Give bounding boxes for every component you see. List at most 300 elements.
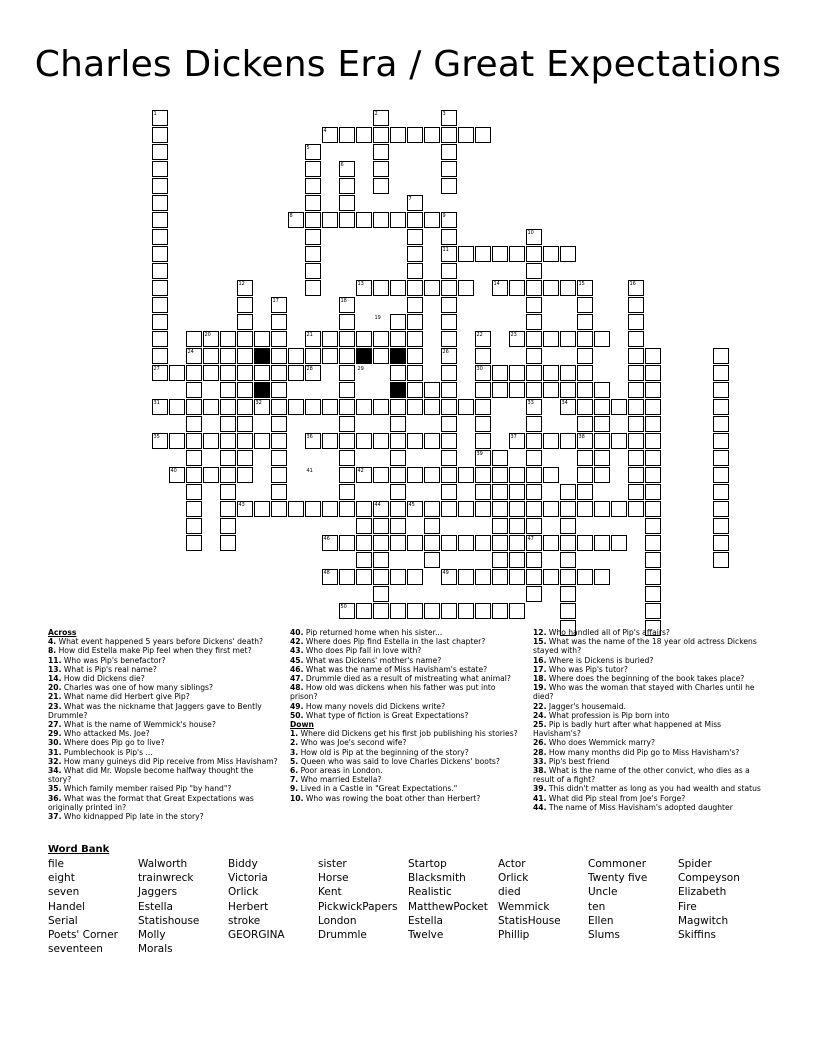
grid-cell[interactable] xyxy=(560,569,576,585)
grid-cell[interactable] xyxy=(407,467,423,483)
grid-cell[interactable] xyxy=(186,382,202,398)
grid-cell[interactable] xyxy=(577,450,593,466)
grid-cell[interactable] xyxy=(356,552,372,568)
grid-cell[interactable] xyxy=(203,399,219,415)
grid-cell[interactable] xyxy=(373,518,389,534)
grid-cell[interactable] xyxy=(271,484,287,500)
grid-cell[interactable] xyxy=(543,382,559,398)
grid-cell[interactable] xyxy=(441,161,457,177)
grid-cell[interactable] xyxy=(339,212,355,228)
grid-cell[interactable] xyxy=(237,450,253,466)
grid-cell[interactable] xyxy=(458,246,474,262)
grid-cell[interactable] xyxy=(373,552,389,568)
grid-cell[interactable] xyxy=(424,467,440,483)
grid-cell[interactable] xyxy=(475,535,491,551)
grid-cell[interactable] xyxy=(628,484,644,500)
grid-cell[interactable] xyxy=(152,195,168,211)
grid-cell[interactable] xyxy=(713,535,729,551)
grid-cell[interactable] xyxy=(390,535,406,551)
grid-cell[interactable] xyxy=(305,195,321,211)
grid-cell[interactable] xyxy=(713,365,729,381)
grid-cell[interactable] xyxy=(271,501,287,517)
grid-cell[interactable] xyxy=(628,501,644,517)
grid-cell[interactable] xyxy=(560,484,576,500)
grid-cell[interactable] xyxy=(441,603,457,619)
grid-cell[interactable] xyxy=(492,246,508,262)
grid-cell[interactable] xyxy=(713,433,729,449)
grid-cell[interactable] xyxy=(390,280,406,296)
grid-cell[interactable] xyxy=(356,212,372,228)
grid-cell[interactable] xyxy=(509,365,525,381)
grid-cell[interactable] xyxy=(475,348,491,364)
grid-cell[interactable] xyxy=(339,433,355,449)
grid-cell[interactable] xyxy=(492,467,508,483)
grid-cell[interactable] xyxy=(526,569,542,585)
grid-cell[interactable] xyxy=(594,467,610,483)
grid-cell[interactable] xyxy=(373,535,389,551)
grid-cell[interactable] xyxy=(713,450,729,466)
grid-cell[interactable] xyxy=(475,246,491,262)
grid-cell[interactable] xyxy=(407,263,423,279)
grid-cell[interactable] xyxy=(628,433,644,449)
grid-cell[interactable] xyxy=(577,297,593,313)
grid-cell[interactable] xyxy=(628,365,644,381)
grid-cell[interactable] xyxy=(169,365,185,381)
grid-cell[interactable] xyxy=(628,399,644,415)
grid-cell[interactable] xyxy=(560,518,576,534)
grid-cell[interactable] xyxy=(356,518,372,534)
grid-cell[interactable] xyxy=(288,348,304,364)
grid-cell[interactable] xyxy=(186,416,202,432)
grid-cell[interactable] xyxy=(441,467,457,483)
grid-cell[interactable] xyxy=(271,467,287,483)
grid-cell[interactable] xyxy=(339,535,355,551)
grid-cell[interactable] xyxy=(237,416,253,432)
grid-cell[interactable] xyxy=(254,365,270,381)
grid-cell[interactable] xyxy=(526,484,542,500)
grid-cell[interactable] xyxy=(373,127,389,143)
grid-cell[interactable] xyxy=(373,178,389,194)
grid-cell[interactable] xyxy=(339,501,355,517)
grid-cell[interactable] xyxy=(645,552,661,568)
grid-cell[interactable] xyxy=(526,348,542,364)
grid-cell[interactable] xyxy=(560,433,576,449)
grid-cell[interactable] xyxy=(458,399,474,415)
grid-cell[interactable] xyxy=(526,467,542,483)
grid-cell[interactable] xyxy=(237,399,253,415)
grid-cell[interactable] xyxy=(543,535,559,551)
grid-cell[interactable] xyxy=(220,518,236,534)
grid-cell[interactable] xyxy=(407,331,423,347)
grid-cell[interactable] xyxy=(186,535,202,551)
grid-cell[interactable] xyxy=(713,416,729,432)
grid-cell[interactable] xyxy=(475,127,491,143)
grid-cell[interactable] xyxy=(560,280,576,296)
grid-cell[interactable] xyxy=(577,348,593,364)
grid-cell[interactable] xyxy=(424,552,440,568)
grid-cell[interactable] xyxy=(645,450,661,466)
grid-cell[interactable] xyxy=(254,501,270,517)
grid-cell[interactable] xyxy=(577,467,593,483)
grid-cell[interactable] xyxy=(152,331,168,347)
grid-cell[interactable] xyxy=(594,569,610,585)
grid-cell[interactable] xyxy=(220,467,236,483)
grid-cell[interactable] xyxy=(373,399,389,415)
grid-cell[interactable] xyxy=(322,433,338,449)
grid-cell[interactable] xyxy=(373,161,389,177)
grid-cell[interactable] xyxy=(645,484,661,500)
grid-cell[interactable] xyxy=(220,348,236,364)
grid-cell[interactable] xyxy=(509,501,525,517)
grid-cell[interactable] xyxy=(169,399,185,415)
grid-cell[interactable] xyxy=(492,535,508,551)
grid-cell[interactable] xyxy=(560,382,576,398)
grid-cell[interactable] xyxy=(254,331,270,347)
grid-cell[interactable] xyxy=(526,331,542,347)
grid-cell[interactable] xyxy=(594,501,610,517)
grid-cell[interactable] xyxy=(424,212,440,228)
grid-cell[interactable] xyxy=(407,348,423,364)
grid-cell[interactable] xyxy=(305,246,321,262)
grid-cell[interactable] xyxy=(475,382,491,398)
grid-cell[interactable] xyxy=(526,382,542,398)
grid-cell[interactable] xyxy=(441,450,457,466)
grid-cell[interactable] xyxy=(594,399,610,415)
grid-cell[interactable] xyxy=(339,331,355,347)
grid-cell[interactable] xyxy=(441,535,457,551)
grid-cell[interactable] xyxy=(271,450,287,466)
grid-cell[interactable] xyxy=(390,399,406,415)
grid-cell[interactable] xyxy=(424,501,440,517)
grid-cell[interactable] xyxy=(203,433,219,449)
grid-cell[interactable] xyxy=(339,416,355,432)
grid-cell[interactable] xyxy=(441,280,457,296)
grid-cell[interactable] xyxy=(492,552,508,568)
grid-cell[interactable] xyxy=(645,603,661,619)
grid-cell[interactable] xyxy=(186,331,202,347)
grid-cell[interactable] xyxy=(373,280,389,296)
grid-cell[interactable] xyxy=(713,399,729,415)
grid-cell[interactable] xyxy=(390,569,406,585)
grid-cell[interactable] xyxy=(645,416,661,432)
grid-cell[interactable] xyxy=(628,467,644,483)
grid-cell[interactable] xyxy=(526,314,542,330)
grid-cell[interactable] xyxy=(526,365,542,381)
grid-cell[interactable] xyxy=(611,399,627,415)
grid-cell[interactable] xyxy=(339,178,355,194)
grid-cell[interactable] xyxy=(509,467,525,483)
grid-cell[interactable] xyxy=(220,535,236,551)
grid-cell[interactable] xyxy=(186,433,202,449)
grid-cell[interactable] xyxy=(458,535,474,551)
grid-cell[interactable] xyxy=(186,484,202,500)
grid-cell[interactable] xyxy=(509,518,525,534)
grid-cell[interactable] xyxy=(577,365,593,381)
grid-cell[interactable] xyxy=(645,586,661,602)
grid-cell[interactable] xyxy=(509,382,525,398)
grid-cell[interactable] xyxy=(458,501,474,517)
grid-cell[interactable] xyxy=(271,433,287,449)
grid-cell[interactable] xyxy=(492,450,508,466)
grid-cell[interactable] xyxy=(407,280,423,296)
grid-cell[interactable] xyxy=(560,535,576,551)
grid-cell[interactable] xyxy=(577,535,593,551)
grid-cell[interactable] xyxy=(458,467,474,483)
grid-cell[interactable] xyxy=(390,416,406,432)
grid-cell[interactable] xyxy=(577,484,593,500)
grid-cell[interactable] xyxy=(407,127,423,143)
grid-cell[interactable] xyxy=(645,535,661,551)
grid-cell[interactable] xyxy=(543,433,559,449)
grid-cell[interactable] xyxy=(271,348,287,364)
grid-cell[interactable] xyxy=(237,433,253,449)
grid-cell[interactable] xyxy=(543,569,559,585)
grid-cell[interactable] xyxy=(186,467,202,483)
grid-cell[interactable] xyxy=(594,535,610,551)
grid-cell[interactable] xyxy=(220,399,236,415)
grid-cell[interactable] xyxy=(475,501,491,517)
grid-cell[interactable] xyxy=(441,178,457,194)
grid-cell[interactable] xyxy=(543,280,559,296)
grid-cell[interactable] xyxy=(645,467,661,483)
grid-cell[interactable] xyxy=(543,467,559,483)
grid-cell[interactable] xyxy=(339,569,355,585)
grid-cell[interactable] xyxy=(492,365,508,381)
grid-cell[interactable] xyxy=(288,399,304,415)
grid-cell[interactable] xyxy=(526,263,542,279)
grid-cell[interactable] xyxy=(152,280,168,296)
grid-cell[interactable] xyxy=(509,552,525,568)
grid-cell[interactable] xyxy=(186,365,202,381)
grid-cell[interactable] xyxy=(526,297,542,313)
grid-cell[interactable] xyxy=(492,484,508,500)
grid-cell[interactable] xyxy=(305,229,321,245)
grid-cell[interactable] xyxy=(492,518,508,534)
grid-cell[interactable] xyxy=(424,280,440,296)
grid-cell[interactable] xyxy=(713,348,729,364)
grid-cell[interactable] xyxy=(339,467,355,483)
grid-cell[interactable] xyxy=(271,365,287,381)
grid-cell[interactable] xyxy=(237,467,253,483)
grid-cell[interactable] xyxy=(492,501,508,517)
grid-cell[interactable] xyxy=(560,603,576,619)
grid-cell[interactable] xyxy=(220,450,236,466)
grid-cell[interactable] xyxy=(441,484,457,500)
grid-cell[interactable] xyxy=(424,399,440,415)
grid-cell[interactable] xyxy=(305,161,321,177)
grid-cell[interactable] xyxy=(543,365,559,381)
grid-cell[interactable] xyxy=(577,416,593,432)
grid-cell[interactable] xyxy=(356,331,372,347)
grid-cell[interactable] xyxy=(407,212,423,228)
grid-cell[interactable] xyxy=(560,331,576,347)
grid-cell[interactable] xyxy=(441,416,457,432)
grid-cell[interactable] xyxy=(152,212,168,228)
grid-cell[interactable] xyxy=(611,501,627,517)
grid-cell[interactable] xyxy=(628,331,644,347)
grid-cell[interactable] xyxy=(713,467,729,483)
grid-cell[interactable] xyxy=(356,433,372,449)
grid-cell[interactable] xyxy=(611,433,627,449)
grid-cell[interactable] xyxy=(152,297,168,313)
grid-cell[interactable] xyxy=(373,433,389,449)
grid-cell[interactable] xyxy=(407,382,423,398)
grid-cell[interactable] xyxy=(441,229,457,245)
grid-cell[interactable] xyxy=(407,297,423,313)
grid-cell[interactable] xyxy=(288,365,304,381)
grid-cell[interactable] xyxy=(356,501,372,517)
grid-cell[interactable] xyxy=(645,399,661,415)
grid-cell[interactable] xyxy=(560,552,576,568)
grid-cell[interactable] xyxy=(390,484,406,500)
grid-cell[interactable] xyxy=(560,365,576,381)
grid-cell[interactable] xyxy=(441,331,457,347)
grid-cell[interactable] xyxy=(458,280,474,296)
grid-cell[interactable] xyxy=(577,501,593,517)
grid-cell[interactable] xyxy=(713,382,729,398)
grid-cell[interactable] xyxy=(713,552,729,568)
grid-cell[interactable] xyxy=(526,416,542,432)
grid-cell[interactable] xyxy=(186,518,202,534)
grid-cell[interactable] xyxy=(390,450,406,466)
grid-cell[interactable] xyxy=(594,433,610,449)
grid-cell[interactable] xyxy=(203,348,219,364)
grid-cell[interactable] xyxy=(305,280,321,296)
grid-cell[interactable] xyxy=(441,297,457,313)
grid-cell[interactable] xyxy=(441,314,457,330)
grid-cell[interactable] xyxy=(339,450,355,466)
grid-cell[interactable] xyxy=(339,484,355,500)
grid-cell[interactable] xyxy=(526,518,542,534)
grid-cell[interactable] xyxy=(152,127,168,143)
grid-cell[interactable] xyxy=(509,569,525,585)
grid-cell[interactable] xyxy=(407,365,423,381)
grid-cell[interactable] xyxy=(424,127,440,143)
grid-cell[interactable] xyxy=(441,433,457,449)
grid-cell[interactable] xyxy=(305,501,321,517)
grid-cell[interactable] xyxy=(305,178,321,194)
grid-cell[interactable] xyxy=(220,365,236,381)
grid-cell[interactable] xyxy=(441,144,457,160)
grid-cell[interactable] xyxy=(645,365,661,381)
grid-cell[interactable] xyxy=(628,314,644,330)
grid-cell[interactable] xyxy=(560,246,576,262)
grid-cell[interactable] xyxy=(203,365,219,381)
grid-cell[interactable] xyxy=(560,501,576,517)
grid-cell[interactable] xyxy=(390,331,406,347)
grid-cell[interactable] xyxy=(339,314,355,330)
grid-cell[interactable] xyxy=(475,467,491,483)
grid-cell[interactable] xyxy=(373,331,389,347)
grid-cell[interactable] xyxy=(271,382,287,398)
grid-cell[interactable] xyxy=(577,382,593,398)
grid-cell[interactable] xyxy=(424,535,440,551)
grid-cell[interactable] xyxy=(322,399,338,415)
grid-cell[interactable] xyxy=(645,518,661,534)
grid-cell[interactable] xyxy=(339,195,355,211)
grid-cell[interactable] xyxy=(407,229,423,245)
grid-cell[interactable] xyxy=(390,433,406,449)
grid-cell[interactable] xyxy=(305,212,321,228)
grid-cell[interactable] xyxy=(407,399,423,415)
grid-cell[interactable] xyxy=(475,399,491,415)
grid-cell[interactable] xyxy=(594,416,610,432)
grid-cell[interactable] xyxy=(322,331,338,347)
grid-cell[interactable] xyxy=(526,246,542,262)
grid-cell[interactable] xyxy=(373,144,389,160)
grid-cell[interactable] xyxy=(186,501,202,517)
grid-cell[interactable] xyxy=(390,501,406,517)
grid-cell[interactable] xyxy=(509,280,525,296)
grid-cell[interactable] xyxy=(475,569,491,585)
grid-cell[interactable] xyxy=(458,569,474,585)
grid-cell[interactable] xyxy=(322,212,338,228)
grid-cell[interactable] xyxy=(475,484,491,500)
grid-cell[interactable] xyxy=(271,416,287,432)
grid-cell[interactable] xyxy=(339,365,355,381)
grid-cell[interactable] xyxy=(373,569,389,585)
grid-cell[interactable] xyxy=(305,348,321,364)
grid-cell[interactable] xyxy=(271,314,287,330)
grid-cell[interactable] xyxy=(441,382,457,398)
grid-cell[interactable] xyxy=(645,433,661,449)
grid-cell[interactable] xyxy=(339,127,355,143)
grid-cell[interactable] xyxy=(322,348,338,364)
grid-cell[interactable] xyxy=(407,603,423,619)
grid-cell[interactable] xyxy=(186,450,202,466)
grid-cell[interactable] xyxy=(356,569,372,585)
grid-cell[interactable] xyxy=(458,127,474,143)
grid-cell[interactable] xyxy=(220,501,236,517)
grid-cell[interactable] xyxy=(152,263,168,279)
grid-cell[interactable] xyxy=(407,433,423,449)
grid-cell[interactable] xyxy=(424,382,440,398)
grid-cell[interactable] xyxy=(237,365,253,381)
grid-cell[interactable] xyxy=(373,212,389,228)
grid-cell[interactable] xyxy=(424,518,440,534)
grid-cell[interactable] xyxy=(509,484,525,500)
grid-cell[interactable] xyxy=(424,603,440,619)
grid-cell[interactable] xyxy=(441,263,457,279)
grid-cell[interactable] xyxy=(577,399,593,415)
grid-cell[interactable] xyxy=(152,144,168,160)
grid-cell[interactable] xyxy=(254,433,270,449)
grid-cell[interactable] xyxy=(220,416,236,432)
grid-cell[interactable] xyxy=(152,246,168,262)
grid-cell[interactable] xyxy=(339,382,355,398)
grid-cell[interactable] xyxy=(152,348,168,364)
grid-cell[interactable] xyxy=(169,433,185,449)
grid-cell[interactable] xyxy=(339,399,355,415)
grid-cell[interactable] xyxy=(152,314,168,330)
grid-cell[interactable] xyxy=(390,365,406,381)
grid-cell[interactable] xyxy=(373,586,389,602)
grid-cell[interactable] xyxy=(560,586,576,602)
grid-cell[interactable] xyxy=(373,348,389,364)
grid-cell[interactable] xyxy=(305,263,321,279)
grid-cell[interactable] xyxy=(237,331,253,347)
grid-cell[interactable] xyxy=(458,603,474,619)
grid-cell[interactable] xyxy=(526,552,542,568)
grid-cell[interactable] xyxy=(492,603,508,619)
grid-cell[interactable] xyxy=(237,297,253,313)
grid-cell[interactable] xyxy=(475,416,491,432)
grid-cell[interactable] xyxy=(475,433,491,449)
grid-cell[interactable] xyxy=(441,501,457,517)
grid-cell[interactable] xyxy=(373,603,389,619)
grid-cell[interactable] xyxy=(373,467,389,483)
grid-cell[interactable] xyxy=(594,382,610,398)
